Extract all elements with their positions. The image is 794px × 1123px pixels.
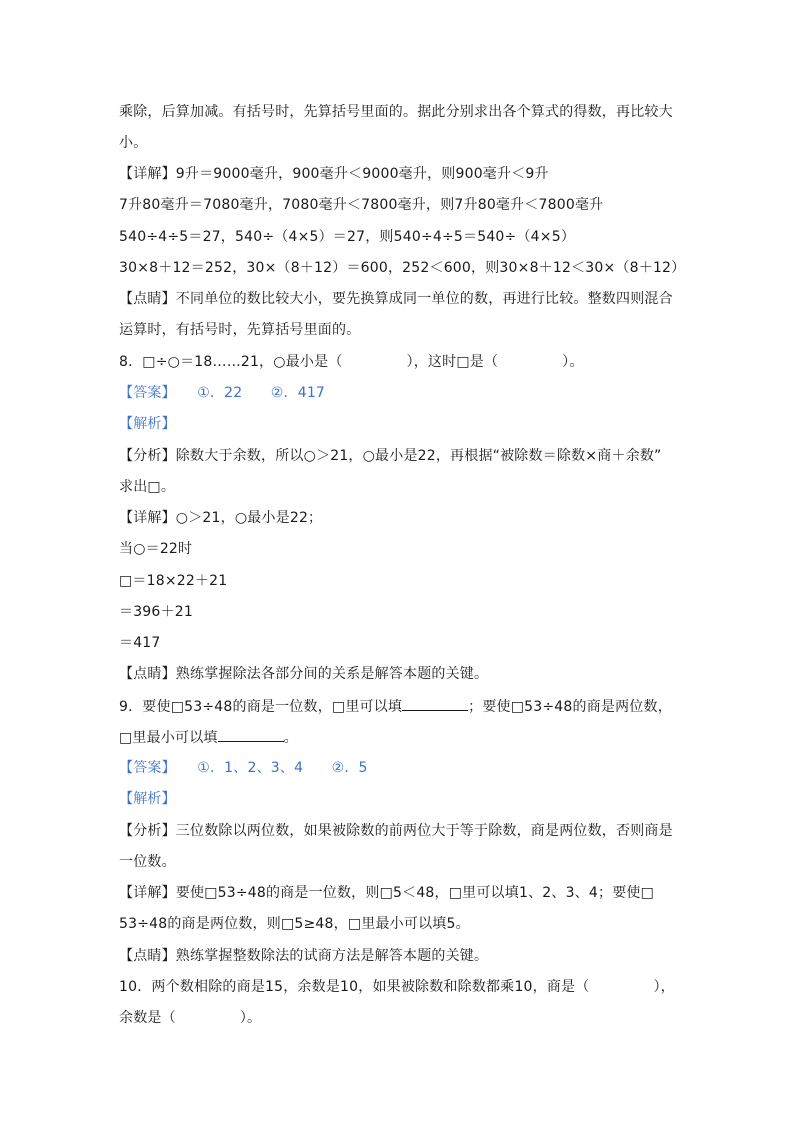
question-10-line-1 <box>119 977 679 997</box>
text-line: 【详解】要使□53÷48的商是一位数，则□5＜48，□里可以填1、2、3、4；要使□ <box>119 885 655 901</box>
text-line: 30×8＋12＝252，30×（8＋12）＝600，252＜600，则30×8＋12＜30×（8＋12） <box>119 260 686 276</box>
text-line: ＝396＋21 <box>119 604 193 620</box>
q9-text-a: 9．要使□53÷48的商是一位数，□里可以填 <box>119 699 403 715</box>
q10-text-d: ）。 <box>239 1010 262 1026</box>
q9-text-d: 。 <box>283 730 298 746</box>
text-line: 运算时，有括号时，先算括号里面的。 <box>119 322 361 338</box>
q9-text-b: ；要使□53÷48的商是两位数， <box>468 699 672 715</box>
analysis-label-line: 【解析】 <box>119 416 176 432</box>
text-line: 乘除，后算加减。有括号时，先算括号里面的。据此分别求出各个算式的得数，再比较大 <box>119 104 673 120</box>
q8-text-b: ），这时□是（ <box>406 354 499 370</box>
text-line: 【分析】三位数除以两位数，如果被除数的前两位大于等于除数，商是两位数，否则商是 <box>119 823 673 839</box>
q10-text-c: 余数是（ <box>119 1010 176 1026</box>
question-8 <box>119 352 679 372</box>
text-line: 540÷4÷5＝27，540÷（4×5）＝27，则540÷4÷5＝540÷（4×5） <box>119 229 576 245</box>
question-9-line-1 <box>119 696 679 717</box>
answer-label-line: 【答案】 ①．1、2、3、4 ②．5 <box>119 760 368 776</box>
q10-text-a: 10．两个数相除的商是15，余数是10，如果被除数和除数都乘10，商是（ <box>119 979 590 995</box>
q8-text-c: ）。 <box>562 354 584 370</box>
question-9-line-2 <box>119 727 679 748</box>
text-line: 【点睛】熟练掌握除法各部分间的关系是解答本题的关键。 <box>119 666 489 682</box>
q9-text-c: □里最小可以填 <box>119 730 218 746</box>
text-line: 53÷48的商是两位数，则□5≥48，□里最小可以填5。 <box>119 916 470 932</box>
text-line: 【分析】除数大于余数，所以○＞21，○最小是22，再根据“被除数＝除数×商＋余数” <box>119 448 662 464</box>
text-line: 7升80毫升＝7080毫升，7080毫升＜7800毫升，则7升80毫升＜7800毫升 <box>119 197 604 213</box>
text-line: 【详解】9升＝9000毫升，900毫升＜9000毫升，则900毫升＜9升 <box>119 166 549 182</box>
text-line: □＝18×22＋21 <box>119 573 228 589</box>
question-10-line-2 <box>119 1008 679 1028</box>
text-line: ＝417 <box>119 635 161 651</box>
text-line: 求出□。 <box>119 479 176 495</box>
text-line: 一位数。 <box>119 854 176 870</box>
answer-blank <box>218 727 284 742</box>
q10-text-b: ）， <box>653 979 675 995</box>
text-line: 【详解】○＞21，○最小是22； <box>119 510 323 526</box>
answer-blank <box>402 696 468 711</box>
answer-label-line: 【答案】 ①．22 ②．417 <box>119 385 326 401</box>
text-line: 当○＝22时 <box>119 541 193 557</box>
analysis-label-line: 【解析】 <box>119 791 176 807</box>
text-line: 【点睛】不同单位的数比较大小，要先换算成同一单位的数，再进行比较。整数四则混合 <box>119 291 673 307</box>
text-line: 小。 <box>119 135 148 151</box>
q8-text-a: 8．□÷○＝18……21，○最小是（ <box>119 354 343 370</box>
text-line: 【点睛】熟练掌握整数除法的试商方法是解答本题的关键。 <box>119 948 489 964</box>
